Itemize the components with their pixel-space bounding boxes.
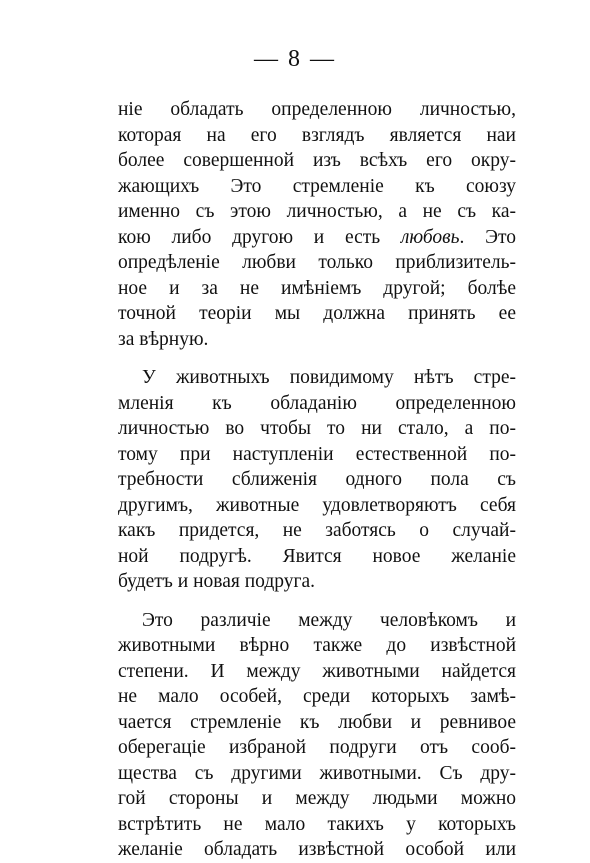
text-line: желаніе обладать извѣстной особой или — [118, 839, 516, 860]
text-line: будетъ и новая подруга. — [118, 571, 316, 592]
paragraph-3 — [118, 608, 516, 863]
text-line: какъ придется, не заботясь о случай- — [118, 520, 516, 541]
text-line: гой стороны и между людьми можно — [118, 788, 516, 809]
text-line: более совершенной изъ всѣхъ его окру- — [118, 150, 516, 171]
text-line: степени. И между животными найдется — [118, 660, 516, 682]
paragraph-1 — [118, 97, 516, 352]
text-line: именно съ этою личностью, а не съ ка- — [118, 201, 516, 222]
text-line: не мало особей, среди которыхъ замѣ- — [118, 686, 516, 707]
text-line: опредѣленіе любви только приблизитель- — [118, 252, 516, 273]
body-text — [118, 97, 516, 863]
text-line: за вѣрную. — [118, 328, 209, 350]
text-line: мленія къ обладанію определенною — [118, 392, 516, 414]
text-line: Это различіе между человѣкомъ и — [142, 609, 516, 631]
text-fragment: . Это — [459, 226, 516, 248]
text-line: оберегаціе избраной подруги отъ сооб- — [118, 737, 516, 758]
text-line: ное и за не имѣніемъ другой; болѣе — [118, 277, 516, 299]
text-line: ной подругѣ. Явится новое желаніе — [118, 545, 516, 567]
text-line: требности сближенія одного пола съ — [118, 469, 516, 490]
text-line: чается стремленіе къ любви и ревнивое — [118, 711, 516, 733]
text-line: жающихъ Это стремленіе къ союзу — [118, 175, 516, 197]
text-line — [118, 225, 516, 251]
text-line: которая на его взглядъ является наи — [118, 124, 516, 146]
text-line: встрѣтить не мало такихъ у которыхъ — [118, 813, 516, 835]
text-line: личностью во чтобы то ни стало, а по- — [118, 418, 516, 439]
text-line: тому при наступленіи естественной по- — [118, 443, 516, 465]
text-line: щества съ другими животными. Съ дру- — [118, 762, 516, 784]
text-line: У животныхъ повидимому нѣтъ стре- — [142, 367, 516, 388]
text-line: точной теоріи мы должна принять ее — [118, 303, 516, 324]
emphasized-word: любовь — [400, 226, 460, 248]
paragraph-2 — [118, 365, 516, 595]
text-line: животными вѣрно также до извѣстной — [118, 635, 516, 656]
page-number: — 8 — — [254, 46, 336, 72]
text-line: ніе обладать определенною личностью, — [118, 99, 516, 120]
text-line: другимъ, животные удовлетворяютъ себя — [118, 494, 516, 516]
text-fragment: кою либо другою и есть — [118, 226, 401, 248]
